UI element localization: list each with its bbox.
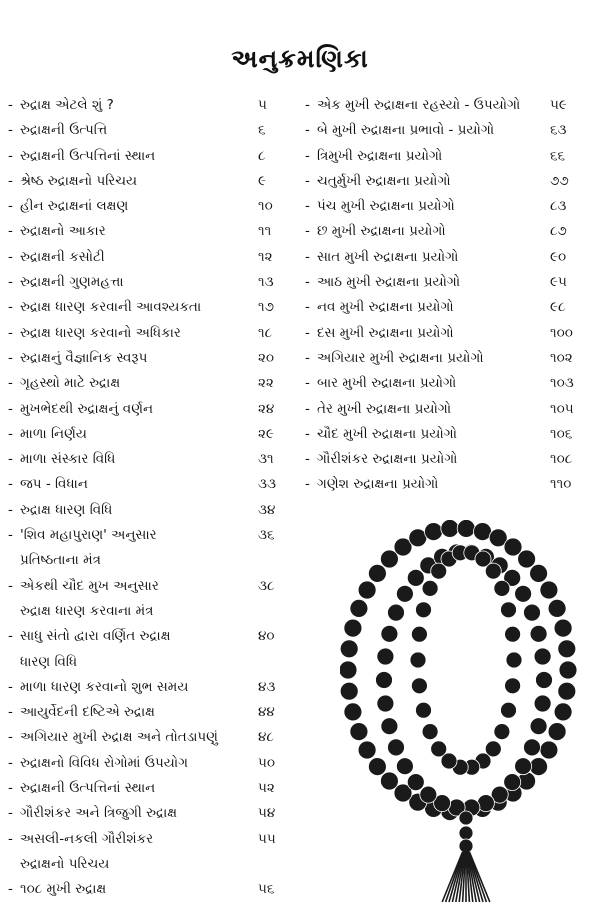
mala-bead xyxy=(554,619,572,637)
toc-entry xyxy=(8,346,298,371)
mala-bead xyxy=(457,520,475,537)
toc-entry-page-number: ૫ xyxy=(258,97,267,113)
toc-entry-title: એક મુખી રુદ્રાક્ષના રહસ્યો - ઉપયોગો xyxy=(317,97,521,113)
mala-bead xyxy=(515,758,532,775)
bullet-dash: - xyxy=(305,375,310,392)
bullet-dash: - xyxy=(8,729,13,746)
mala-bead xyxy=(381,625,398,642)
bullet-dash: - xyxy=(8,501,13,518)
bullet-dash: - xyxy=(8,97,13,113)
toc-entry-page-number: ૫૯ xyxy=(550,97,567,113)
mala-bead xyxy=(411,678,427,694)
bullet-dash: - xyxy=(8,577,13,594)
mala-bead xyxy=(494,724,510,740)
toc-entry-title-continued: રુદ્રાક્ષનો પરિચય xyxy=(20,855,110,872)
toc-entry-title: રુદ્રાક્ષ ધારણ વિધિ xyxy=(20,501,113,518)
mala-bead xyxy=(377,695,394,712)
toc-entry xyxy=(8,169,298,194)
mala-bead xyxy=(485,563,501,579)
toc-entry-page-number: ૨૪ xyxy=(258,400,275,417)
mala-bead xyxy=(420,786,437,803)
toc-entry-title: અગિયાર મુખી રુદ્રાક્ષના પ્રયોગો xyxy=(317,349,484,366)
toc-right-column xyxy=(305,93,592,498)
toc-entry-title-continued: પ્રતિષ્ઠતાના મંત્ર xyxy=(20,552,101,569)
toc-entry-title: ૧૦૮ મુખી રુદ્રાક્ષ xyxy=(20,881,107,898)
mala-bead xyxy=(505,678,521,694)
mala-bead xyxy=(515,585,532,602)
mala-bead xyxy=(350,723,368,741)
toc-entry xyxy=(8,498,298,523)
mala-bead xyxy=(534,648,551,665)
toc-entry-title: પંચ મુખી રુદ્રાક્ષના પ્રયોગો xyxy=(317,198,455,215)
bullet-dash: - xyxy=(8,527,13,544)
toc-entry xyxy=(8,472,298,497)
mala-bead xyxy=(344,619,362,637)
toc-entry xyxy=(8,118,298,143)
mala-bead xyxy=(396,758,413,775)
mala-bead xyxy=(548,599,566,617)
mala-bead xyxy=(358,741,376,759)
toc-entry xyxy=(8,725,298,750)
toc-entry xyxy=(8,422,298,447)
toc-entry xyxy=(8,371,298,396)
bullet-dash: - xyxy=(8,349,13,366)
toc-entry xyxy=(305,219,592,244)
toc-entry-page-number: ૪૩ xyxy=(258,678,276,695)
toc-entry xyxy=(8,827,298,878)
mala-bead xyxy=(459,839,473,853)
bullet-dash: - xyxy=(8,476,13,493)
toc-entry xyxy=(8,194,298,219)
toc-entry xyxy=(8,751,298,776)
toc-entry-title: આયુર્વેદની દષ્ટિએ રુદ્રાક્ષ xyxy=(20,704,155,721)
mala-bead xyxy=(530,758,548,776)
mala-bead xyxy=(396,585,413,602)
bullet-dash: - xyxy=(305,223,310,240)
toc-entry-title: ત્રિમુખી રુદ્રાક્ષના પ્રયોગો xyxy=(317,147,443,164)
mala-bead xyxy=(407,569,424,586)
bullet-dash: - xyxy=(305,299,310,316)
toc-entry xyxy=(8,144,298,169)
toc-entry-title: રુદ્રાક્ષ ધારણ કરવાનો અધિકાર xyxy=(20,324,181,341)
toc-entry-page-number: ૧૭ xyxy=(258,299,274,316)
mala-bead xyxy=(554,703,572,721)
mala-bead xyxy=(524,739,541,756)
toc-entry-title: ગૌરીશંકર રુદ્રાક્ષના પ્રયોગો xyxy=(317,451,458,468)
toc-entry-title: છ મુખી રુદ્રાક્ષના પ્રયોગો xyxy=(317,223,446,240)
toc-entry-page-number: ૩૮ xyxy=(258,577,275,594)
bullet-dash: - xyxy=(8,754,13,771)
mala-bead xyxy=(368,758,386,776)
bullet-dash: - xyxy=(8,628,13,645)
toc-entry-title: રુદ્રાક્ષનો આકાર xyxy=(20,223,106,240)
toc-entry xyxy=(8,295,298,320)
toc-entry xyxy=(305,169,592,194)
mala-bead xyxy=(501,702,517,718)
toc-entry-page-number: ૫૪ xyxy=(258,805,276,822)
bullet-dash: - xyxy=(8,425,13,442)
toc-entry-page-number: ૫૬ xyxy=(258,881,275,898)
mala-bead xyxy=(431,741,447,757)
toc-entry-page-number: ૪૪ xyxy=(258,704,275,721)
toc-entry-title: રુદ્રાક્ષની ઉત્પત્તિનાં સ્થાન xyxy=(20,147,156,164)
toc-entry xyxy=(305,321,592,346)
bullet-dash: - xyxy=(305,274,310,291)
mala-bead xyxy=(410,652,426,668)
mala-bead xyxy=(540,581,558,599)
toc-entry-title: સાત મુખી રુદ્રાક્ષના પ્રયોગો xyxy=(317,248,459,265)
toc-entry xyxy=(8,776,298,801)
toc-entry-title: હીન રુદ્રાક્ષનાં લક્ષણ xyxy=(20,198,129,215)
rudraksha-mala-illustration xyxy=(340,520,580,905)
toc-entry-title: જપ - વિધાન xyxy=(20,476,88,493)
mala-bead xyxy=(536,672,553,689)
toc-entry-title: ગૌરીશંકર અને ત્રિજુગી રુદ્રાક્ષ xyxy=(20,805,178,822)
mala-bead xyxy=(518,550,536,568)
toc-entry-page-number: ૧૮ xyxy=(258,324,273,341)
mala-bead xyxy=(474,523,492,541)
toc-entry-page-number: ૧૦૬ xyxy=(550,425,573,442)
toc-entry-page-number: ૮૩ xyxy=(550,198,567,215)
toc-entry xyxy=(8,397,298,422)
toc-entry-title: રુદ્રાક્ષની ઉત્પત્તિ xyxy=(20,122,108,139)
toc-entry-title-continued: ધારણ વિધિ xyxy=(20,653,78,670)
bullet-dash: - xyxy=(8,704,13,721)
toc-entry xyxy=(305,346,592,371)
bullet-dash: - xyxy=(8,299,13,316)
tassel-icon xyxy=(442,852,490,902)
toc-entry-title: રુદ્રાક્ષનું વૈજ્ઞાનિક સ્વરૂપ xyxy=(20,349,148,366)
bullet-dash: - xyxy=(305,451,310,468)
mala-bead xyxy=(506,652,522,668)
bullet-dash: - xyxy=(305,97,310,113)
toc-entry-page-number: ૧૦૦ xyxy=(550,324,573,341)
toc-entry xyxy=(305,118,592,143)
mala-bead xyxy=(530,625,547,642)
toc-entry-page-number: ૧૩ xyxy=(258,274,274,291)
mala-bead xyxy=(524,604,541,621)
bullet-dash: - xyxy=(305,425,310,442)
mala-bead xyxy=(340,682,358,700)
bullet-dash: - xyxy=(8,147,13,164)
mala-bead xyxy=(411,626,427,642)
toc-entry-title: સાધુ સંતો દ્વારા વર્ણિત રુદ્રાક્ષ xyxy=(20,628,171,645)
toc-entry xyxy=(305,295,592,320)
toc-entry-title: રુદ્રાક્ષ ધારણ કરવાની આવશ્યકતા xyxy=(20,299,202,316)
mala-bead xyxy=(388,604,405,621)
toc-entry-page-number: ૨૯ xyxy=(258,425,274,442)
toc-entry xyxy=(8,321,298,346)
toc-entry-page-number: ૧૦૨ xyxy=(550,349,573,366)
mala-bead xyxy=(422,724,438,740)
toc-entry xyxy=(8,801,298,826)
bullet-dash: - xyxy=(8,805,13,822)
mala-bead xyxy=(377,648,394,665)
mala-bead xyxy=(534,695,551,712)
toc-entry-page-number: ૪૦ xyxy=(258,628,275,645)
toc-entry-title: અગિયાર મુખી રુદ્રાક્ષ અને તોતડાપણું xyxy=(20,729,218,746)
toc-entry xyxy=(305,447,592,472)
toc-entry-page-number: ૭૭ xyxy=(550,172,569,189)
bullet-dash: - xyxy=(305,349,310,366)
toc-entry-title: રુદ્રાક્ષની ઉત્પત્તિનાં સ્થાન xyxy=(20,780,156,797)
mala-bead xyxy=(425,523,443,541)
toc-entry-page-number: ૧૦૩ xyxy=(550,375,574,392)
toc-entry-title: અસલી-નકલી ગૌરીશંકર xyxy=(20,830,154,847)
bullet-dash: - xyxy=(8,172,13,189)
bullet-dash: - xyxy=(305,122,310,139)
toc-entry xyxy=(8,523,298,574)
toc-entry-page-number: ૧૦ xyxy=(258,198,273,215)
bullet-dash: - xyxy=(8,122,13,139)
toc-entry xyxy=(305,371,592,396)
toc-entry xyxy=(8,877,298,902)
mala-bead xyxy=(344,703,362,721)
bullet-dash: - xyxy=(305,198,310,215)
bullet-dash: - xyxy=(8,678,13,695)
mala-bead xyxy=(350,599,368,617)
toc-entry-title: રુદ્રાક્ષનો વિવિધ રોગોમાં ઉપયોગ xyxy=(20,754,188,771)
toc-entry-page-number: ૩૧ xyxy=(258,451,274,468)
toc-entry xyxy=(8,270,298,295)
bullet-dash: - xyxy=(305,147,310,164)
toc-entry-page-number: ૨૨ xyxy=(258,375,274,392)
toc-left-column xyxy=(8,93,298,903)
toc-entry-title: મુખભેદથી રુદ્રાક્ષનું વર્ણન xyxy=(20,400,154,417)
toc-entry-title: માળા સંસ્કાર વિધિ xyxy=(20,451,116,468)
toc-entry-title: બે મુખી રુદ્રાક્ષના પ્રભાવો - પ્રયોગો xyxy=(317,122,495,139)
toc-entry-title: ચૌદ મુખી રુદ્રાક્ષના પ્રયોગો xyxy=(317,425,457,442)
mala-bead xyxy=(540,741,558,759)
bullet-dash: - xyxy=(8,324,13,341)
bullet-dash: - xyxy=(8,248,13,265)
mala-bead xyxy=(388,739,405,756)
bullet-dash: - xyxy=(8,198,13,215)
mala-bead xyxy=(494,580,510,596)
toc-entry-page-number: ૩૩ xyxy=(258,476,276,493)
toc-entry-title: નવ મુખી રુદ્રાક્ષના પ્રયોગો xyxy=(317,299,454,316)
mala-bead xyxy=(368,564,386,582)
toc-entry-title: રુદ્રાક્ષ એટલે શું ? xyxy=(20,97,114,113)
toc-entry-title: એકથી ચૌદ મુખ અનુસાર xyxy=(20,577,159,594)
toc-entry-page-number: ૪૮ xyxy=(258,729,274,746)
toc-entry-title: રુદ્રાક્ષની કસોટી xyxy=(20,248,105,265)
bullet-dash: - xyxy=(8,223,13,240)
mala-bead xyxy=(358,581,376,599)
toc-entry-page-number: ૧૨ xyxy=(258,248,273,265)
toc-entry-page-number: ૬૩ xyxy=(550,122,567,139)
toc-entry-page-number: ૯૫ xyxy=(550,274,567,291)
toc-entry-page-number: ૫૦ xyxy=(258,754,275,771)
bullet-dash: - xyxy=(305,476,310,493)
mala-bead xyxy=(340,661,357,679)
mala-bead xyxy=(380,772,398,790)
toc-entry-title: 'શિવ મહાપુરાણ' અનુસાર xyxy=(20,527,157,544)
bullet-dash: - xyxy=(8,400,13,417)
bullet-dash: - xyxy=(8,881,13,898)
toc-entry-title: રુદ્રાક્ષની ગુણમહત્તા xyxy=(20,274,124,291)
toc-entry-page-number: ૯ xyxy=(258,172,266,189)
toc-entry xyxy=(8,93,298,118)
toc-entry xyxy=(8,624,298,675)
toc-entry-title: માળા ધારણ કરવાનો શુભ સમય xyxy=(20,678,189,695)
bullet-dash: - xyxy=(305,400,310,417)
mala-bead xyxy=(530,564,548,582)
mala-bead xyxy=(376,672,393,689)
toc-entry-page-number: ૩૬ xyxy=(258,527,275,544)
bullet-dash: - xyxy=(8,451,13,468)
toc-entry-title: ચતુર્મુખી રુદ્રાક્ષના પ્રયોગો xyxy=(317,172,451,189)
mala-bead xyxy=(558,640,576,658)
mala-bead xyxy=(548,723,566,741)
toc-entry xyxy=(305,270,592,295)
mala-bead xyxy=(381,718,398,735)
toc-entry xyxy=(305,194,592,219)
toc-entry-title: આઠ મુખી રુદ્રાક્ષના પ્રયોગો xyxy=(317,274,461,291)
toc-entry-page-number: ૮૭ xyxy=(550,223,567,240)
toc-entry-title: બાર મુખી રુદ્રાક્ષના પ્રયોગો xyxy=(317,375,457,392)
toc-entry-page-number: ૧૦૫ xyxy=(550,400,574,417)
toc-entry-page-number: ૬ xyxy=(258,122,266,139)
toc-entry-page-number: ૨૦ xyxy=(258,349,275,366)
toc-entry xyxy=(8,219,298,244)
mala-bead xyxy=(409,529,427,547)
toc-entry-page-number: ૯૮ xyxy=(550,299,566,316)
toc-entry-page-number: ૧૧ xyxy=(258,223,272,240)
toc-entry xyxy=(8,574,298,625)
mala-bead xyxy=(422,580,438,596)
toc-entry-page-number: ૧૧૦ xyxy=(550,476,572,493)
mala-bead xyxy=(501,602,517,618)
toc-entry-page-number: ૯૦ xyxy=(550,248,567,265)
toc-entry-page-number: ૬૬ xyxy=(550,147,566,164)
toc-entry-title: શ્રેષ્ઠ રુદ્રાક્ષનો પરિચય xyxy=(20,172,138,189)
toc-entry xyxy=(305,144,592,169)
mala-bead xyxy=(340,640,358,658)
mala-bead xyxy=(407,774,424,791)
bullet-dash: - xyxy=(8,375,13,392)
toc-entry xyxy=(305,93,592,118)
toc-entry-page-number: ૧૦૮ xyxy=(550,451,573,468)
mala-bead xyxy=(558,682,576,700)
mala-bead xyxy=(416,602,432,618)
mala-bead xyxy=(504,774,521,791)
page-title: અનુક્રમણિકા xyxy=(231,44,369,73)
toc-entry-title-continued: રુદ્રાક્ષ ધારણ કરવાના મંત્ર xyxy=(20,602,154,619)
toc-entry-title: માળા નિર્ણય xyxy=(20,425,87,442)
mala-bead xyxy=(459,811,473,825)
toc-entry-title: ગણેશ રુદ્રાક્ષના પ્રયોગો xyxy=(317,476,439,493)
mala-bead xyxy=(505,626,521,642)
bullet-dash: - xyxy=(8,780,13,797)
toc-entry-page-number: ૫૫ xyxy=(258,830,276,847)
mala-bead xyxy=(416,702,432,718)
mala-bead xyxy=(459,826,473,840)
toc-entry xyxy=(305,397,592,422)
toc-entry xyxy=(8,700,298,725)
bullet-dash: - xyxy=(8,830,13,847)
bullet-dash: - xyxy=(305,172,310,189)
toc-entry-page-number: ૫૨ xyxy=(258,780,275,797)
mala-bead xyxy=(441,520,459,537)
toc-entry xyxy=(305,245,592,270)
mala-bead xyxy=(530,718,547,735)
bullet-dash: - xyxy=(305,324,310,341)
toc-entry xyxy=(8,245,298,270)
toc-entry-title: ગૃહસ્થો માટે રુદ્રાક્ષ xyxy=(20,375,121,392)
bullet-dash: - xyxy=(305,248,310,265)
mala-bead xyxy=(559,661,577,679)
toc-entry-title: તેર મુખી રુદ્રાક્ષના પ્રયોગો xyxy=(317,400,452,417)
toc-entry xyxy=(305,472,592,497)
toc-entry xyxy=(8,675,298,700)
toc-entry-page-number: ૮ xyxy=(258,147,266,164)
toc-entry-page-number: ૩૪ xyxy=(258,501,276,518)
bullet-dash: - xyxy=(8,274,13,291)
toc-entry-title: દસ મુખી રુદ્રાક્ષના પ્રયોગો xyxy=(317,324,454,341)
toc-entry xyxy=(8,447,298,472)
toc-entry xyxy=(305,422,592,447)
